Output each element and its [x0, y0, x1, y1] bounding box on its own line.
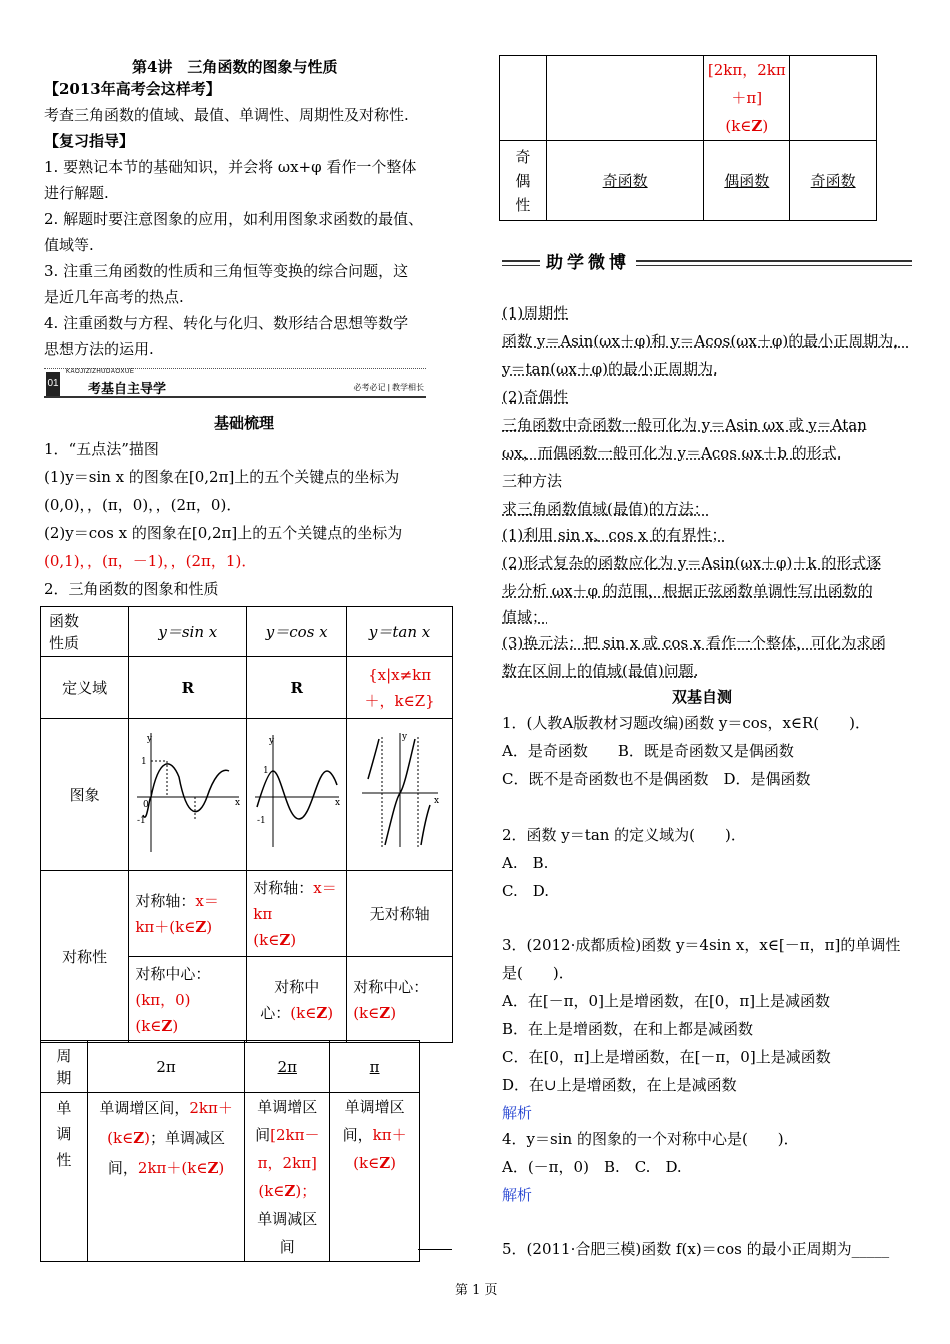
svg-text:y: y	[401, 731, 407, 742]
method-line: 数在区间上的值域(最值)问题.	[502, 662, 699, 680]
col-sin: y＝sin x	[129, 607, 247, 657]
five-cos-points: (0,1)，，(π，－1)，，(2π，1)．	[44, 552, 257, 570]
page-footer: 第 1 页	[455, 1283, 498, 1298]
q4-options: A．(－π，0) B. C. D.	[502, 1158, 682, 1176]
method-line: 步分析 ωx＋φ 的范围，根据正弦函数单调性写出函数的	[502, 582, 873, 600]
method-line: 求三角函数值域(最值)的方法：	[502, 500, 709, 518]
axis-tan: 无对称轴	[347, 871, 453, 957]
period-tan: π	[330, 1041, 420, 1093]
domain-tan: {x|x≠kπ ＋，k∈Z}	[347, 657, 453, 719]
svg-text:0: 0	[142, 799, 149, 810]
question-4: 4．y＝sin 的图象的一个对称中心是( )．	[502, 1130, 799, 1148]
weibo-line: (1)周期性	[502, 304, 569, 322]
weibo-line: 函数 y＝Asin(ωx＋φ)和 y＝Acos(ωx＋φ)的最小正周期为，	[502, 332, 909, 350]
svg-text:-1: -1	[136, 815, 146, 826]
weibo-line: ωx，而偶函数一般可化为 y＝Acos ωx＋b 的形式.	[502, 444, 842, 462]
svg-text:-1: -1	[256, 815, 266, 826]
right-table	[499, 55, 877, 221]
svg-text:x: x	[334, 797, 340, 808]
row-graph: 图象	[41, 719, 129, 871]
five-sin-text: (1)y＝sin x 的图象在[0,2π]上的五个关键点的坐标为	[44, 468, 400, 486]
weibo-line: (2)奇偶性	[502, 388, 569, 406]
center-sin: 对称中心： (kπ，0) (k∈Z)	[129, 957, 247, 1043]
weibo-line: y＝tan(ωx＋φ)的最小正周期为.	[502, 360, 718, 378]
svg-text:1: 1	[140, 756, 147, 767]
weibo-banner	[502, 250, 912, 278]
question-2: 2．函数 y＝tan 的定义域为( )．	[502, 826, 746, 844]
row-symmetry: 对称性	[41, 871, 129, 1043]
axis-cos: 对称轴：x＝ kπ (k∈Z)	[247, 871, 347, 957]
guide-line: 值域等.	[44, 236, 94, 254]
weibo-line: 三角函数中奇函数一般可化为 y＝Asin ωx 或 y＝Atan	[502, 416, 867, 434]
shuangji-heading: 双基自测	[672, 688, 733, 706]
properties-table	[40, 606, 453, 1043]
graph-sin	[129, 719, 247, 871]
axis-sin: 对称轴：x＝ kπ＋(k∈Z)	[129, 871, 247, 957]
q1-options-ab: A．是奇函数 B．既是奇函数又是偶函数	[502, 742, 794, 760]
jichu-heading: 基础梳理	[214, 414, 275, 432]
weibo-title: 助学微博	[540, 250, 636, 276]
guide-line: 是近几年高考的热点.	[44, 288, 184, 306]
graph-cos	[247, 719, 347, 871]
five-sin-points: (0,0)，，(π，0)，，(2π，0)．	[44, 496, 242, 514]
mono-tan: 单调增区 间，kπ＋ (k∈Z)	[330, 1093, 420, 1262]
q1-options-cd: C．既不是奇函数也不是偶函数 D．是偶函数	[502, 770, 811, 788]
question-1: 1．(人教A版教材习题改编)函数 y＝cos，x∈R( )．	[502, 714, 871, 732]
question-3-cont: 是( )．	[502, 964, 574, 982]
guide-line: 思想方法的运用.	[44, 340, 154, 358]
method-line: 值域；	[502, 608, 548, 626]
col-cos: y＝cos x	[247, 607, 347, 657]
parity-sin: 奇函数	[546, 141, 703, 221]
row-domain: 定义域	[41, 657, 129, 719]
col-tan: y＝tan x	[347, 607, 453, 657]
period-cos: 2π	[245, 1041, 330, 1093]
q3-option-c: C．在[0，π]上是增函数，在[－π，0]上是减函数	[502, 1048, 831, 1066]
method-line: (1)利用 sin x、cos x 的有界性；	[502, 526, 727, 544]
kao-text: 考查三角函数的值域、最值、单调性、周期性及对称性.	[44, 106, 409, 124]
page-title: 第4讲 三角函数的图象与性质	[132, 58, 338, 76]
domain-cos: R	[247, 657, 347, 719]
method-line: (3)换元法：把 sin x 或 cos x 看作一个整体，可化为求函	[502, 634, 887, 652]
five-cos-text: (2)y＝cos x 的图象在[0,2π]上的五个关键点的坐标为	[44, 524, 403, 542]
parity-tan: 奇函数	[790, 141, 877, 221]
three-methods-heading: 三种方法	[502, 472, 563, 490]
svg-text:y: y	[268, 735, 274, 746]
table-heading: 2．三角函数的图象和性质	[44, 580, 219, 598]
sin-graph-icon	[133, 727, 243, 855]
method-line: (2)形式复杂的函数应化为 y＝Asin(ωx＋φ)＋k 的形式逐	[502, 554, 882, 572]
graph-tan	[347, 719, 453, 871]
question-3: 3．(2012·成都质检)函数 y＝4sin x，x∈[－π，π]的单调性	[502, 936, 901, 954]
svg-text:x: x	[433, 795, 439, 806]
row-monotonic: 单 调 性	[41, 1093, 88, 1262]
guide-line: 1. 要熟记本节的基础知识，并会将 ωx+φ 看作一个整体	[44, 158, 417, 176]
domain-sin: R	[129, 657, 247, 719]
mono-cos-cont: [2kπ，2kπ ＋π] (k∈Z)	[704, 56, 790, 141]
svg-text:y: y	[146, 733, 152, 744]
svg-text:1: 1	[262, 765, 269, 776]
tan-graph-icon	[358, 727, 442, 855]
question-5: 5．(2011·合肥三模)函数 f(x)＝cos 的最小正周期为_____	[502, 1240, 890, 1258]
mono-sin: 单调增区间，2kπ＋ (k∈Z)；单调减区 间，2kπ＋(k∈Z)	[87, 1093, 245, 1262]
five-point-heading: 1．“五点法”描图	[44, 440, 159, 458]
center-cos: 对称中 心：(k∈Z)	[247, 957, 347, 1043]
guide-line: 进行解题.	[44, 184, 109, 202]
q3-jiexi-link[interactable]: 解析	[502, 1104, 533, 1122]
q4-jiexi-link[interactable]: 解析	[502, 1186, 533, 1204]
q2-options-ab: A. B.	[502, 854, 549, 872]
section-pinyin: KAOJIZIZHUDAOXUE	[66, 369, 135, 375]
table-tail-line	[418, 1249, 452, 1250]
mono-cos: 单调增区 间[2kπ－ π，2kπ] (k∈Z)； 单调减区 间	[245, 1093, 330, 1262]
q3-option-b: B．在上是增函数，在和上都是减函数	[502, 1020, 754, 1038]
kao-heading: 【2013年高考会这样考】	[44, 80, 221, 98]
cos-graph-icon	[251, 727, 343, 855]
row-parity: 奇 偶 性	[500, 141, 547, 221]
period-sin: 2π	[87, 1041, 245, 1093]
section-number: 01	[46, 372, 60, 396]
section-header	[44, 368, 426, 398]
row-period: 周 期	[41, 1041, 88, 1093]
section-title: 考基自主导学	[88, 381, 167, 396]
properties-table-lower	[40, 1040, 420, 1262]
guide-line: 2. 解题时要注意图象的应用，如利用图象求函数的最值、	[44, 210, 424, 228]
guide-heading: 【复习指导】	[44, 132, 135, 150]
q3-option-d: D．在∪上是增函数，在上是减函数	[502, 1076, 737, 1094]
svg-text:x: x	[234, 797, 240, 808]
center-tan: 对称中心： (k∈Z)	[347, 957, 453, 1043]
guide-line: 4. 注重函数与方程、转化与化归、数形结合思想等数学	[44, 314, 409, 332]
q3-option-a: A．在[－π，0]上是增函数，在[0，π]上是减函数	[502, 992, 831, 1010]
q2-options-cd: C. D.	[502, 882, 549, 900]
parity-cos: 偶函数	[704, 141, 790, 221]
section-right: 必考必记 | 教学相长	[353, 383, 424, 392]
table-corner: 函数 性质	[41, 607, 129, 657]
guide-line: 3. 注重三角函数的性质和三角恒等变换的综合问题，这	[44, 262, 409, 280]
